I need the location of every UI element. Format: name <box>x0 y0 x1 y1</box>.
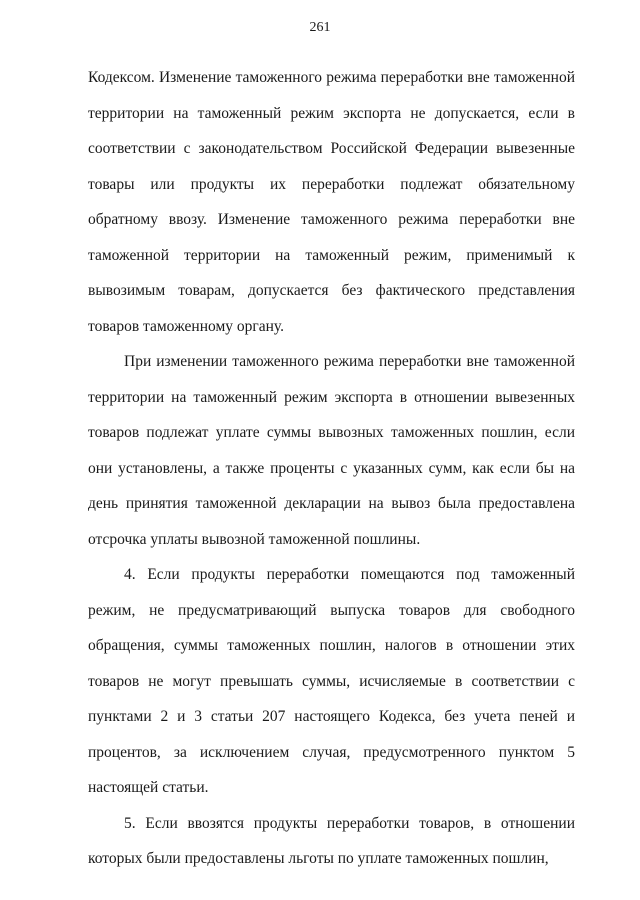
paragraph-item-4: 4. Если продукты переработки помещаются под таможенный режим, не предусматривающий выпуска товаров для свободного обращения, суммы таможенных пошлин, налогов в отношении этих товаров не могут превышать суммы, исчисляемые в соответствии с пунктами 2 и 3 статьи 207 настоящего Кодекса, без учета пеней и процентов, за исключением случая, предусмотренного пунктом 5 настоящей статьи. <box>88 566 575 796</box>
page-number: 261 <box>309 20 331 35</box>
body-text <box>88 60 575 877</box>
paragraph-export-duties: При изменении таможенного режима переработки вне таможенной территории на таможенный режим экспорта в отношении вывезенных товаров подлежат уплате суммы вывозных таможенных пошлин, если они установлены, а также проценты с указанных сумм, как если бы на день принятия таможенной декларации на вывоз была предоставлена отсрочка уплаты вывозной таможенной пошлины. <box>88 353 575 548</box>
paragraph-continuation: Кодексом. Изменение таможенного режима переработки вне таможенной территории на таможенный режим экспорта не допускается, если в соответствии с законодательством Российской Федерации вывезенные товары или продукты их переработки подлежат обязательному обратному ввозу. Изменение таможенного режима переработки вне таможенной территории на таможенный режим, применимый к вывозимым товарам, допускается без фактического представления товаров таможенному органу. <box>88 69 575 335</box>
paragraph-item-5: 5. Если ввозятся продукты переработки товаров, в отношении которых были предоставлены льготы по уплате таможенных пошлин, <box>88 814 575 867</box>
